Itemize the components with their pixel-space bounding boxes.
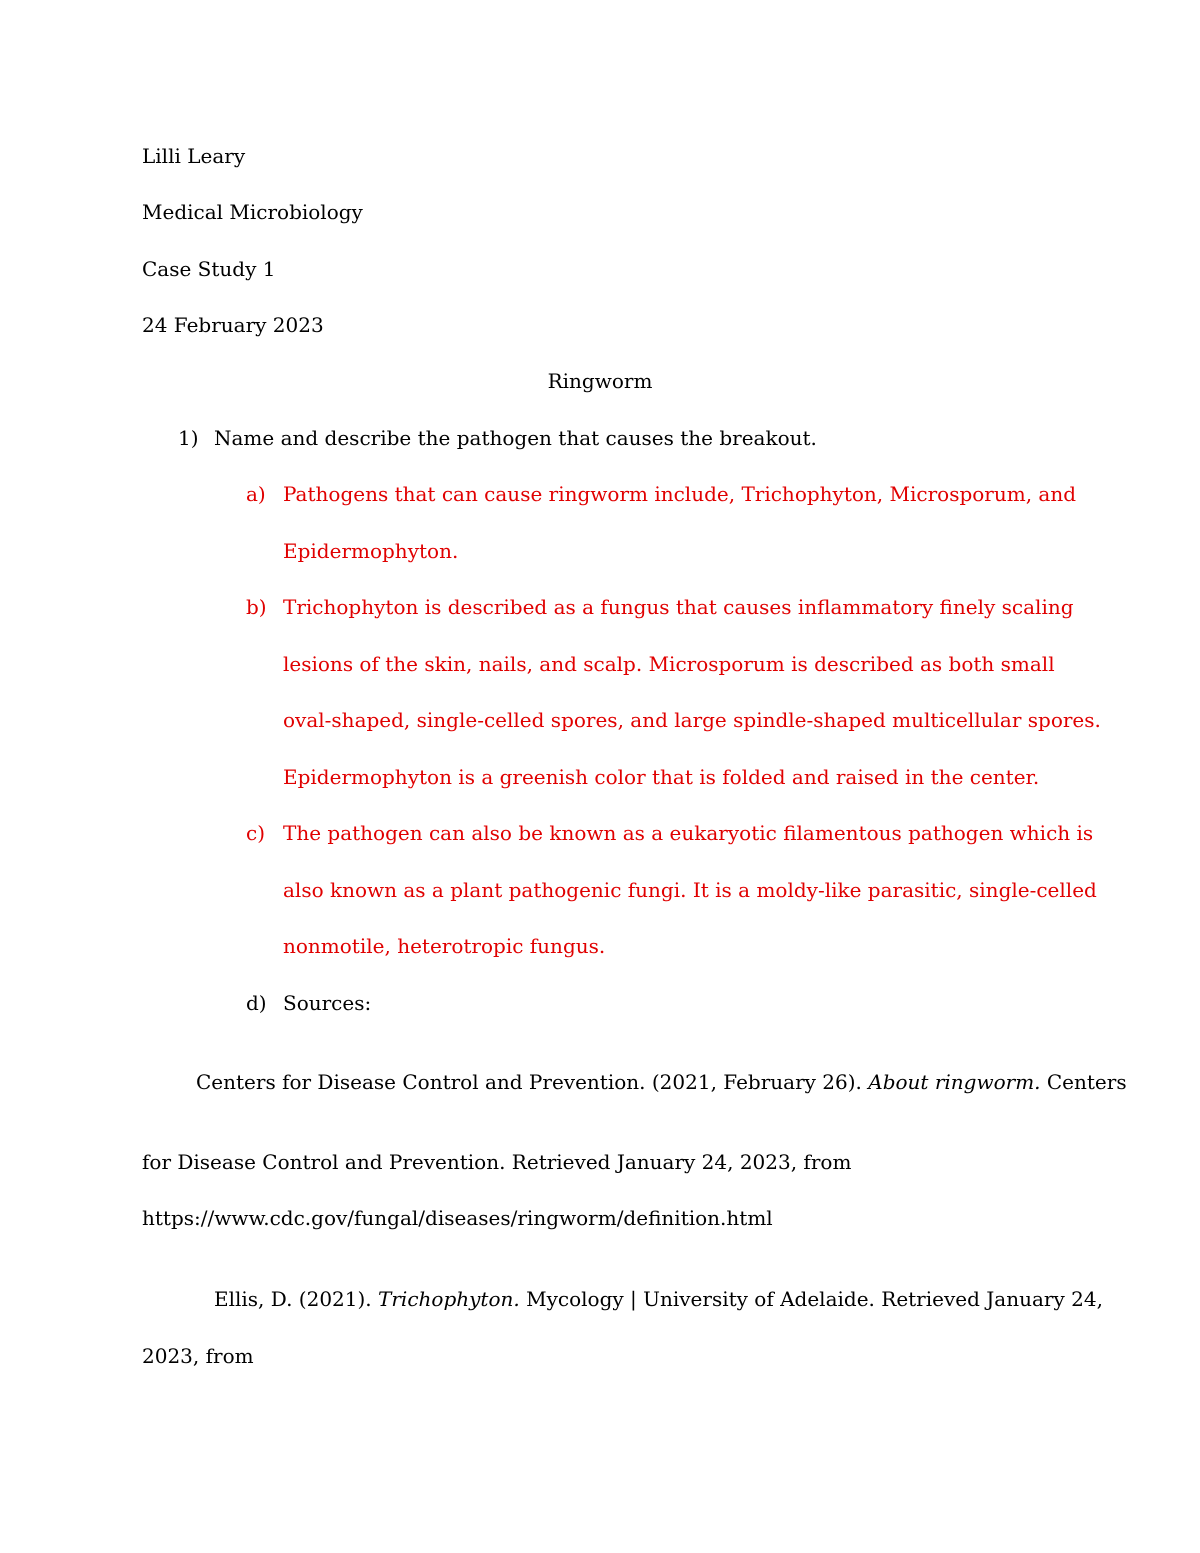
answer-marker-c: c) [246, 821, 266, 845]
reference-1-line-1 [196, 1068, 1127, 1096]
answer-marker-d: d) [246, 991, 267, 1015]
reference-2-authors: Ellis, D. (2021). [214, 1287, 379, 1311]
reference-2-publisher: Mycology | University of Adelaide. Retrieved January 24, [519, 1287, 1103, 1311]
answer-b-line-4: Epidermophyton is a greenish color that is folded and raised in the center. [283, 765, 1040, 789]
answer-c-line-2: also known as a plant pathogenic fungi. It is a moldy-like parasitic, single-celled [283, 878, 1097, 902]
reference-2-line-1 [214, 1285, 1103, 1313]
reference-1-publisher: Centers [1040, 1070, 1127, 1094]
answer-marker-a: a) [246, 482, 266, 506]
document-date: 24 February 2023 [142, 313, 324, 337]
reference-1-url: https://www.cdc.gov/fungal/diseases/ringworm/definition.html [142, 1206, 773, 1230]
reference-2-line-2: 2023, from [142, 1344, 254, 1368]
reference-2-title: Trichophyton. [378, 1287, 520, 1311]
author-name: Lilli Leary [142, 144, 246, 168]
answer-b-line-3: oval-shaped, single-celled spores, and large spindle-shaped multicellular spores. [283, 708, 1101, 732]
reference-1-title: About ringworm. [868, 1070, 1041, 1094]
answer-marker-b: b) [246, 595, 267, 619]
answer-b-line-1: Trichophyton is described as a fungus that causes inflammatory finely scaling [283, 595, 1074, 619]
document-title: Ringworm [547, 369, 653, 393]
reference-1-authors: Centers for Disease Control and Prevention. (2021, February 26). [196, 1070, 869, 1094]
reference-1-line-2: for Disease Control and Prevention. Retrieved January 24, 2023, from [142, 1150, 852, 1174]
answer-a-line-2: Epidermophyton. [283, 539, 459, 563]
answer-c-line-1: The pathogen can also be known as a eukaryotic filamentous pathogen which is [283, 821, 1094, 845]
course-name: Medical Microbiology [142, 200, 363, 224]
answer-a-line-1: Pathogens that can cause ringworm include, Trichophyton, Microsporum, and [283, 482, 1077, 506]
answer-c-line-3: nonmotile, heterotropic fungus. [283, 934, 606, 958]
answer-b-line-2: lesions of the skin, nails, and scalp. Microsporum is described as both small [283, 652, 1055, 676]
sources-label: Sources: [283, 991, 372, 1015]
question-number: 1) [178, 426, 199, 450]
assignment-name: Case Study 1 [142, 257, 276, 281]
question-text: Name and describe the pathogen that causes the breakout. [214, 426, 817, 450]
